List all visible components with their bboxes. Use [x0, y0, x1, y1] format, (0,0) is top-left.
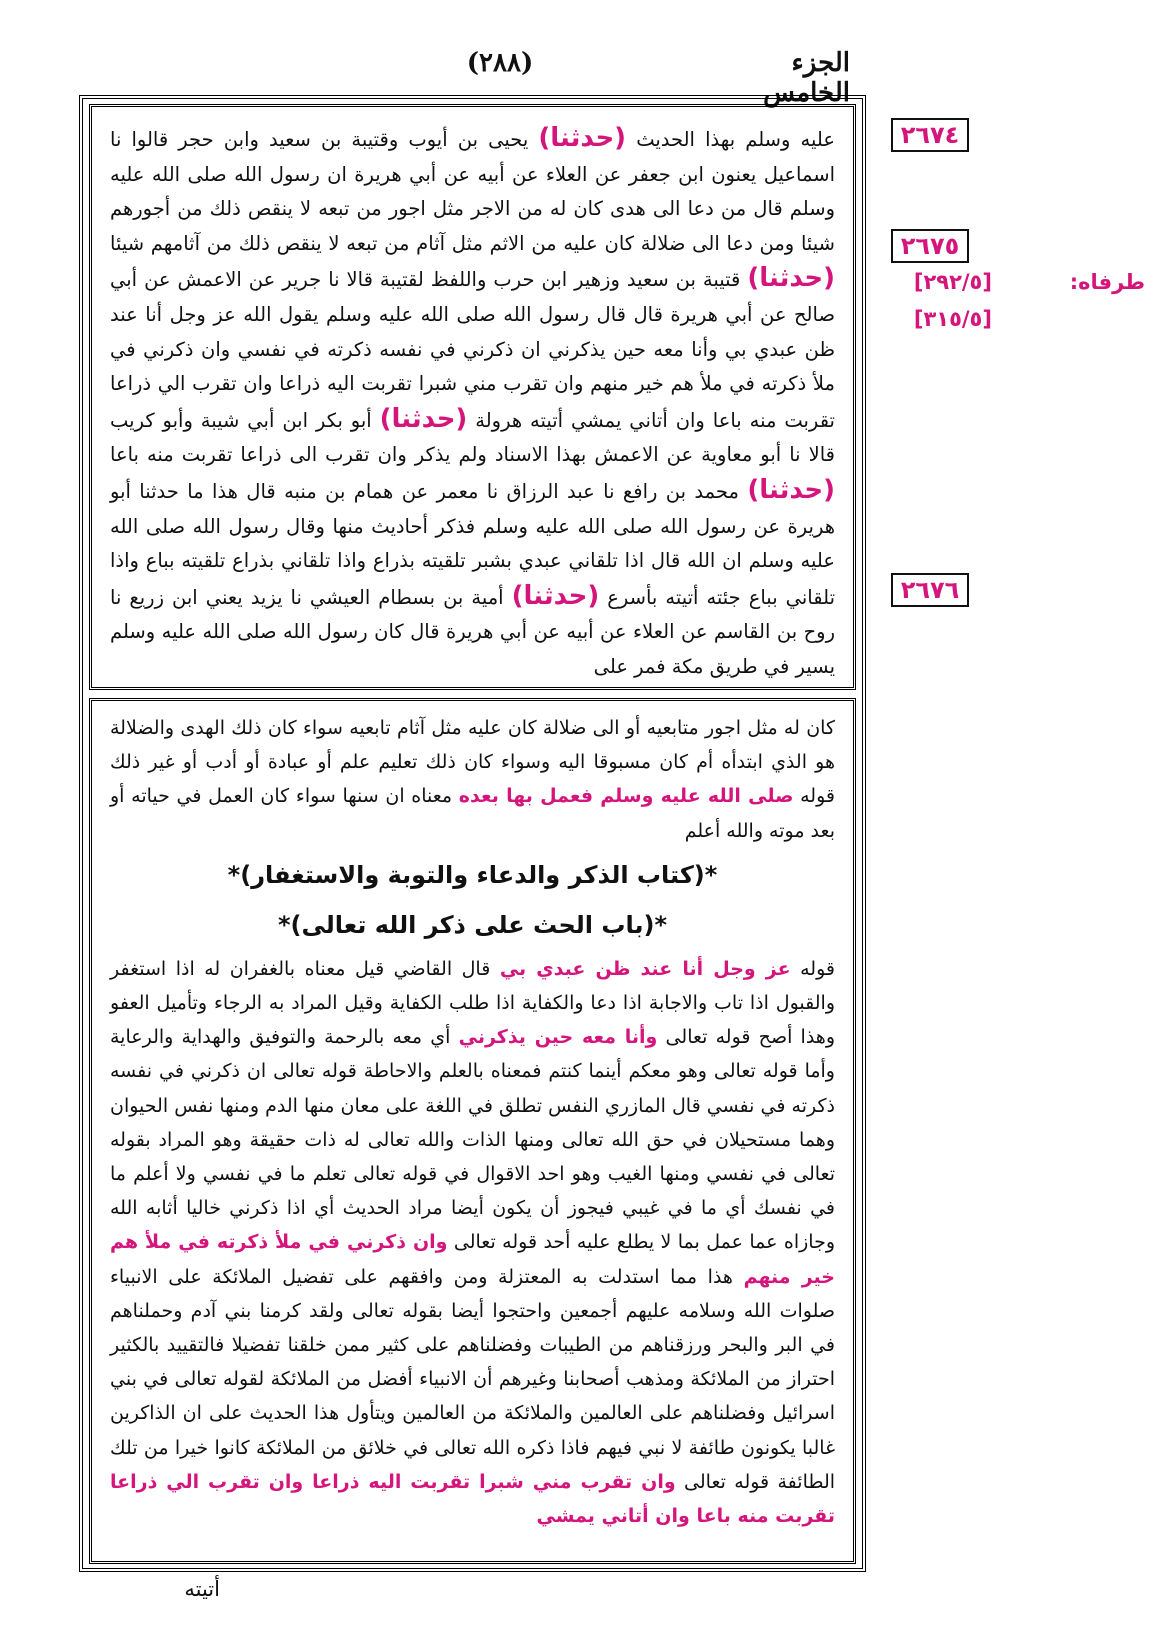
chapter-title: *(باب الحث على ذكر الله تعالى)* [277, 910, 668, 939]
text-segment: أبو بكر ابن أبي شيبة وأبو كريب قالا نا أبو معاوية عن الاعمش بهذا الاسناد ولم يذكر وان تقرب الى ذراعا تقربت منه باعا [110, 408, 835, 467]
text-segment: أمية بن بسطام العيشي نا يزيد يعني ابن زريع نا روح بن القاسم عن العلاء عن أبيه عن أبي هريرة قال كان رسول الله صلى الله عليه وسلم يسير في طريق مكة فمر على [110, 585, 835, 678]
haddathana-marker: (حدثنا) [511, 580, 600, 611]
text-segment: قوله [790, 957, 835, 980]
text-segment: يحيى بن أيوب وقتيبة بن سعيد وابن حجر قالوا نا اسماعيل يعنون ابن جعفر عن العلاء عن أبيه عن أبي هريرة ان رسول الله صلى الله عليه وسلم قال من دعا الى هدى كان له من الاجر مثل اجور من تبعه لا ينقص ذلك من أجورهم شيئا ومن دعا الى ضلالة كان عليه من الاثم مثل آثام من تبعه لا ينقص ذلك من آثامهم شيئا [110, 128, 835, 255]
hadith-text [110, 121, 835, 685]
commentary-paragraph [110, 711, 835, 848]
text-segment: معناه ان سنها سواء كان العمل في حياته أو بعد موته والله أعلم [110, 785, 835, 842]
quoted-phrase: وان ذكرني في ملأ ذكرته في ملأ هم خير منهم [110, 1231, 835, 1288]
text-segment: محمد بن رافع نا عبد الرزاق نا معمر عن همام بن منبه قال هذا ما حدثنا أبو هريرة عن رسول الله صلى الله عليه وسلم فذكر أحاديث منها وقال رسول الله صلى الله عليه وسلم ان الله قال اذا تلقاني عبدي بشبر تلقيته بذراع واذا تلقاني بذراع تلقيته بباع واذا تلقاني بباع جئته أتيته بأسرع [110, 479, 835, 609]
catchword: أتيته [184, 1577, 220, 1601]
hadith-text-box [89, 104, 856, 690]
quoted-phrase: وأنا معه حين يذكرني [458, 1026, 658, 1049]
commentary-paragraph [110, 952, 835, 1533]
text-segment: قال القاضي قيل معناه بالغفران له اذا استغفر والقبول اذا تاب والاجابة اذا دعا والكفاية اذا طلب الكفاية وقيل المراد به الرجاء وتأميل العفو وهذا أصح قوله تعالى [110, 957, 835, 1049]
text-segment: عليه وسلم بهذا الحديث [626, 128, 835, 151]
quoted-phrase: صلى الله عليه وسلم فعمل بها بعده [458, 785, 794, 808]
tarafah-ref: [٣١٥/٥] [913, 307, 992, 331]
page-number: (٢٨٨) [466, 48, 534, 78]
text-segment: هذا مما استدلت به المعتزلة ومن وافقهم على تفضيل الملائكة على الانبياء صلوات الله وسلامه عليهم أجمعين واحتجوا أيضا بقوله تعالى ولقد كرمنا بني آدم وحملناهم في البر والبحر ورزقناهم من الطيبات وفضلناهم على كثير ممن خلقنا تفضيلا فالتقييد بالكثير احتراز من الملائكة ومذهب أصحابنا وغيرهم أن الانبياء أفضل من الملائكة لقوله تعالى في بني اسرائيل وفضلناهم على العالمين والملائكة من العالمين ويتأول هذا الحديث على ان الذاكرين غالبا يكونون طائفة لا نبي فيهم فاذا ذكره الله تعالى في خلائق من الملائكة كانوا خيرا من تلك الطائفة قوله تعالى [110, 1265, 836, 1493]
text-segment: أي معه بالرحمة والتوفيق والهداية والرعاية وأما قوله تعالى وهو معكم أينما كنتم فمعناه بالعلم والاحاطة قوله تعالى ان ذكرني في نفسه ذكرته في نفسي قال المازري النفس تطلق في اللغة على معان منها الدم ومنها نفس الحيوان وهما مستحيلان في حق الله تعالى ومنها الذات والله تعالى له ذات حقيقة وهو المراد بقوله تعالى في نفسي ومنها الغيب وهو احد الاقوال في قوله تعالى تعلم ما في نفسي ولا أعلم ما في نفسك أي ما في غيبي فيجوز أن يكون أيضا مراد الحديث أي اذا ذكرني خاليا أثابه الله وجازاه عما عمل بما لا يطلع عليه أحد قوله تعالى [110, 1026, 836, 1254]
hadith-number: ٢٦٧٤ [891, 118, 969, 152]
commentary-box [89, 698, 856, 1564]
book-title: *(كتاب الذكر والدعاء والتوبة والاستغفار)* [227, 860, 718, 889]
haddathana-marker: (حدثنا) [747, 263, 835, 294]
hadith-number: ٢٦٧٦ [891, 573, 969, 607]
quoted-phrase: وان تقرب مني شبرا تقربت اليه ذراعا وان تقرب الي ذراعا تقربت منه باعا وان أتاني يمشي [110, 1470, 835, 1528]
haddathana-marker: (حدثنا) [538, 123, 627, 153]
hadith-number: ٢٦٧٥ [891, 229, 969, 263]
text-segment: كان له مثل اجور متابعيه أو الى ضلالة كان عليه مثل آثام تابعيه سواء كان ذلك الهدى والضلالة هو الذي ابتدأه أم كان مسبوقا اليه وسواء كان ذلك تعليم علم أو عبادة أو أدب أو غير ذلك قوله [110, 717, 835, 808]
haddathana-marker: (حدثنا) [379, 403, 468, 434]
part-title: الجزء الخامس [763, 48, 850, 108]
tarafah-ref: [٢٩٢/٥] [913, 270, 992, 294]
text-segment: قتيبة بن سعيد وزهير ابن حرب واللفظ لقتيبة قالا نا جرير عن الاعمش عن أبي صالح عن أبي هريرة قال قال رسول الله صلى الله عليه وسلم يقول الله عز وجل أنا عند ظن عبدي بي وأنا معه حين يذكرني ان ذكرني في نفسه ذكرته في نفسي وان ذكرني في ملأ ذكرته في ملأ هم خير منهم وان تقرب مني شبرا تقربت اليه ذراعا وان تقرب الي ذراعا تقربت منه باعا وان أتاني يمشي أتيته هرولة [110, 268, 835, 432]
quoted-phrase: عز وجل أنا عند ظن عبدي بي [499, 957, 791, 980]
haddathana-marker: (حدثنا) [747, 474, 835, 505]
tarafah-label: طرفاه: [1069, 270, 1145, 294]
